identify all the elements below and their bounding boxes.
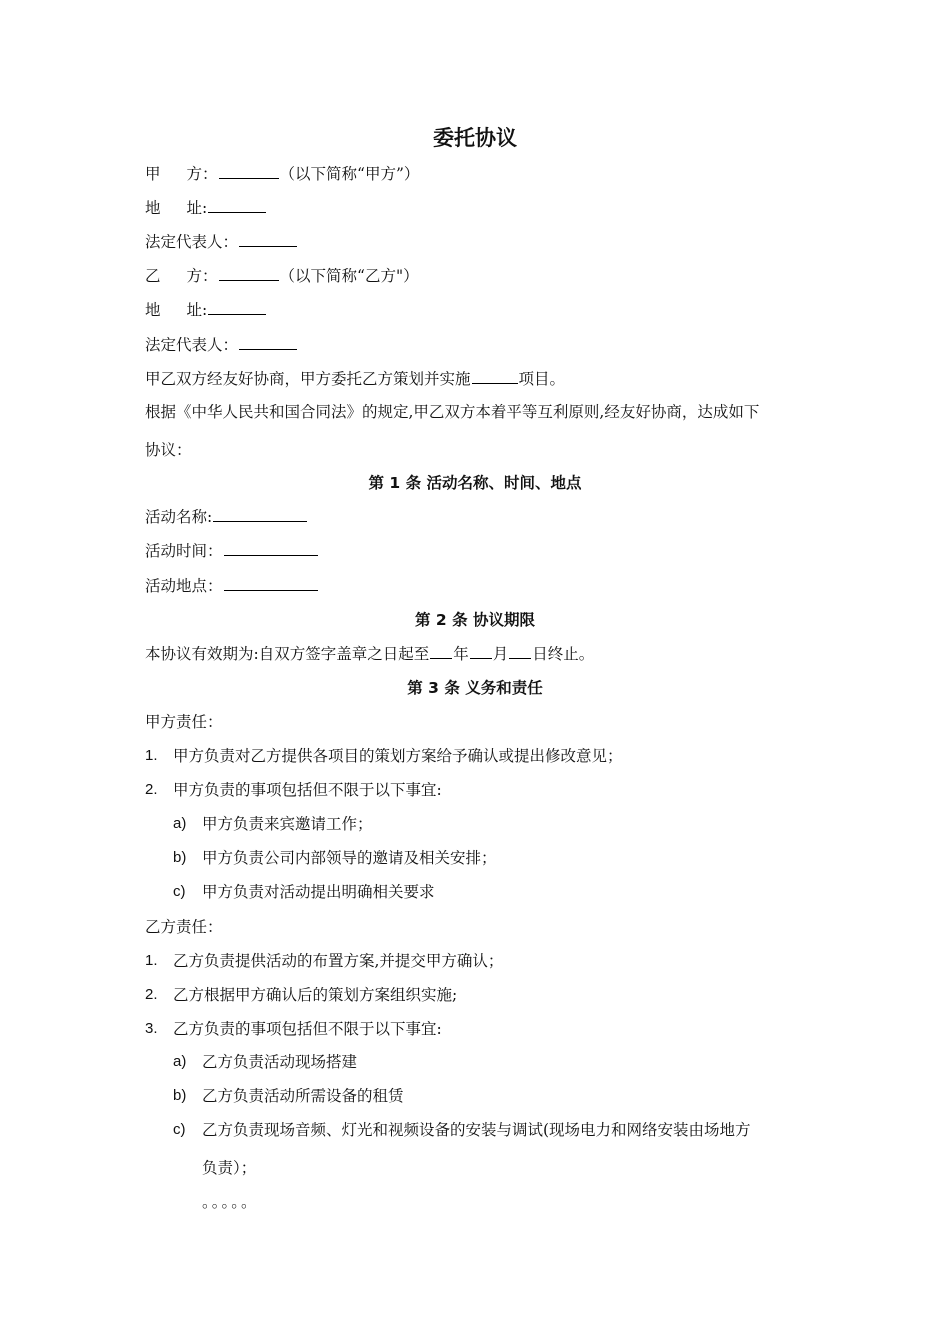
month-blank <box>470 644 492 659</box>
address-b-line <box>145 300 267 320</box>
sub-list-letter: c) <box>173 1121 186 1138</box>
activity-place-blank <box>224 576 318 591</box>
activity-time-line <box>145 541 319 561</box>
activity-place-label: 活动地点： <box>145 577 223 595</box>
activity-place-line <box>145 576 319 596</box>
article-1-heading: 第 1 条 活动名称、时间、地点 <box>368 474 582 492</box>
address-b-blank <box>208 300 266 315</box>
term-after: 日终止。 <box>532 645 595 663</box>
sub-list-text: 乙方负责活动现场搭建 <box>202 1053 358 1071</box>
month-label: 月 <box>492 645 509 663</box>
list-text: 乙方根据甲方确认后的策划方案组织实施; <box>173 986 458 1004</box>
sub-list-text: 甲方负责对活动提出明确相关要求 <box>202 883 435 901</box>
address-a-label-1: 地 <box>145 199 161 217</box>
sub-list-letter: b) <box>173 1087 187 1104</box>
year-label: 年 <box>453 645 469 663</box>
article-2-heading: 第 2 条 协议期限 <box>415 611 535 629</box>
intro-before: 甲乙双方经友好协商，甲方委托乙方策划并实施 <box>145 370 471 388</box>
term-line <box>145 644 594 664</box>
list-text: 甲方负责的事项包括但不限于以下事宜: <box>173 781 442 799</box>
address-a-blank <box>208 198 266 213</box>
party-a-duties-title: 甲方责任： <box>145 713 223 731</box>
party-b-label-2: 方： <box>186 267 218 285</box>
party-b-blank <box>219 266 279 281</box>
intro-after: 项目。 <box>518 370 566 388</box>
sub-list-text: 甲方负责公司内部领导的邀请及相关安排； <box>202 849 497 867</box>
rep-a-line <box>145 232 298 252</box>
sub-list-letter: b) <box>173 849 187 866</box>
activity-name-blank <box>213 507 307 522</box>
rep-b-line <box>145 335 298 355</box>
list-number: 1. <box>145 747 158 764</box>
day-blank <box>509 644 531 659</box>
sub-list-text-continued: 负责）； <box>202 1159 257 1177</box>
article-3-heading: 第 3 条 义务和责任 <box>407 679 543 697</box>
sub-list-text: 甲方负责来宾邀请工作； <box>202 815 373 833</box>
address-a-label-2: 址: <box>186 199 208 217</box>
document-title: 委托协议 <box>433 126 517 150</box>
party-a-label-1: 甲 <box>145 165 161 183</box>
year-blank <box>430 644 452 659</box>
activity-name-label: 活动名称: <box>145 508 213 526</box>
activity-time-label: 活动时间： <box>145 542 223 560</box>
party-b-duties-title: 乙方责任： <box>145 918 223 936</box>
intro-line-1 <box>145 369 565 389</box>
party-b-label-1: 乙 <box>145 267 161 285</box>
activity-name-line <box>145 507 308 527</box>
sub-list-text: 乙方负责现场音频、灯光和视频设备的安装与调试(现场电力和网络安装由场地方 <box>202 1121 751 1139</box>
sub-list-letter: a) <box>173 1053 187 1070</box>
party-a-line <box>145 164 419 184</box>
party-b-line <box>145 266 419 286</box>
sub-list-text: 乙方负责活动所需设备的租赁 <box>202 1087 404 1105</box>
address-a-line <box>145 198 267 218</box>
party-a-label-2: 方： <box>186 165 218 183</box>
party-a-blank <box>219 164 279 179</box>
rep-b-label: 法定代表人： <box>145 336 239 354</box>
rep-b-blank <box>239 335 297 350</box>
project-blank <box>472 369 518 384</box>
party-b-note: （以下简称“乙方"） <box>279 267 419 285</box>
address-b-label-1: 地 <box>145 301 161 319</box>
sub-list-letter: c) <box>173 883 186 900</box>
intro-line-2: 根据《中华人民共和国合同法》的规定,甲乙双方本着平等互利原则,经友好协商，达成如下 <box>145 403 760 421</box>
party-a-note: （以下简称“甲方”） <box>279 165 420 183</box>
list-text: 甲方负责对乙方提供各项目的策划方案给予确认或提出修改意见； <box>173 747 623 765</box>
list-number: 2. <box>145 781 158 798</box>
sub-list-letter: a) <box>173 815 187 832</box>
list-text: 乙方负责的事项包括但不限于以下事宜: <box>173 1020 442 1038</box>
rep-a-blank <box>239 232 297 247</box>
rep-a-label: 法定代表人： <box>145 233 239 251</box>
term-before: 本协议有效期为:自双方签字盖章之日起至 <box>145 645 430 663</box>
list-number: 2. <box>145 986 158 1003</box>
list-number: 1. <box>145 952 158 969</box>
list-number: 3. <box>145 1020 158 1037</box>
activity-time-blank <box>224 541 318 556</box>
ellipsis-marks: 。。。。。 <box>202 1193 259 1211</box>
address-b-label-2: 址: <box>186 301 208 319</box>
intro-line-3: 协议： <box>145 441 192 459</box>
list-text: 乙方负责提供活动的布置方案,并提交甲方确认； <box>173 952 504 970</box>
